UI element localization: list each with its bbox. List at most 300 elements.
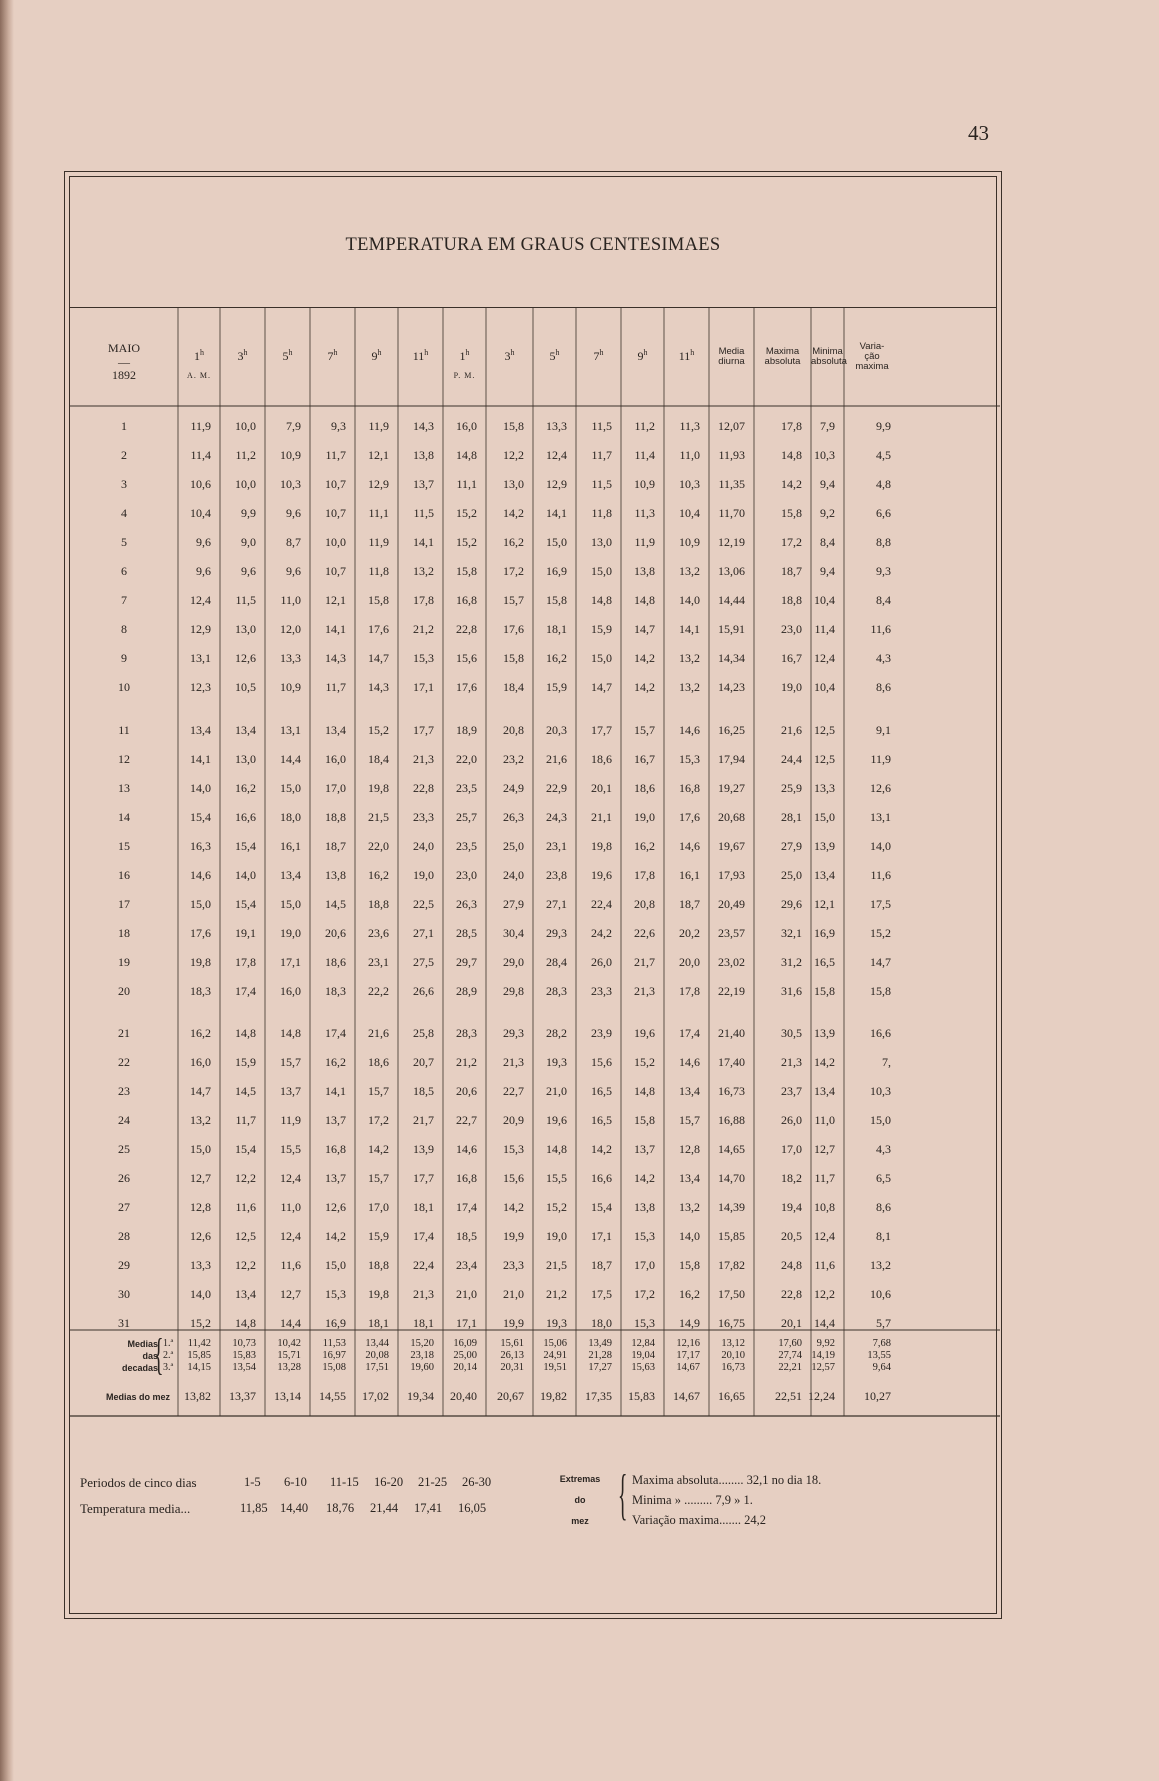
table-cell: 11,2 [634,419,655,433]
table-cell: 16,7 [634,751,655,766]
table-cell: 21,3 [781,1055,802,1069]
table-cell: 19,0 [546,1229,567,1243]
table-cell: 9,4 [820,477,835,491]
decade-cell: 17,27 [588,1362,612,1373]
table-cell: 16,6 [870,1026,891,1040]
table-cell: 16,0 [190,1055,211,1069]
table-cell: 25,8 [413,1026,434,1040]
table-cell: 12,4 [280,1229,301,1243]
table-cell: 22,7 [503,1084,524,1098]
table-cell: 15,2 [634,1055,655,1069]
hour-mark: h [643,348,648,357]
table-cell: 17,8 [235,954,256,969]
period-mean-temperature: 14,40 [280,1501,309,1515]
table-cell: 14,0 [190,1287,211,1301]
table-cell: 15,2 [546,1200,567,1214]
table-cell: 9,3 [331,419,346,433]
table-cell: 23,9 [591,1026,612,1040]
table-cell: 16,1 [280,838,301,853]
table-cell: 10,6 [870,1287,891,1301]
day-number: 31 [118,1316,130,1330]
day-number: 9 [121,651,127,665]
month-mean-cell: 10,27 [864,1389,891,1403]
hour-mark: h [690,348,695,357]
extremes-brace: { [618,1464,628,1526]
table-cell: 19,27 [718,780,745,795]
table-cell: 26,3 [456,896,477,911]
table-cell: 10,9 [280,680,301,694]
table-cell: 19,4 [781,1200,802,1214]
decade-cell: 13,28 [277,1362,301,1373]
table-cell: 18,1 [413,1316,434,1330]
table-cell: 25,7 [456,809,477,824]
table-cell: 14,2 [503,506,524,520]
table-cell: 17,1 [413,680,434,694]
table-cell: 5,7 [876,1316,891,1330]
table-cell: 15,8 [503,651,524,665]
table-cell: 30,5 [781,1026,802,1040]
hour-mark: h [510,348,515,357]
table-cell: 12,9 [546,477,567,491]
table-cell: 17,2 [368,1113,389,1127]
table-cell: 17,6 [368,622,389,636]
table-cell: 18,6 [591,751,612,766]
table-cell: 14,8 [546,1142,567,1156]
table-cell: 23,1 [368,954,389,969]
month-mean-cell: 22,51 [775,1389,802,1403]
table-cell: 8,6 [876,680,891,694]
table-cell: 16,9 [325,1316,346,1330]
table-cell: 15,9 [546,680,567,694]
table-cell: 16,8 [456,1171,477,1185]
table-cell: 12,9 [190,622,211,636]
book-spine-shadow [0,0,14,1781]
table-cell: 16,8 [325,1142,346,1156]
table-cell: 15,6 [503,1171,524,1185]
table-cell: 14,6 [679,722,700,737]
table-cell: 8,8 [876,535,891,549]
table-cell: 20,2 [679,925,700,940]
table-cell: 16,2 [546,651,567,665]
hour-number: 11 [412,349,425,363]
day-number: 29 [118,1258,130,1272]
decade-cell: 20,08 [365,1350,389,1361]
table-cell: 24,2 [591,925,612,940]
table-cell: 12,7 [814,1142,835,1156]
table-cell: 12,1 [814,896,835,911]
table-cell: 11,9 [368,419,389,433]
table-cell: 22,7 [456,1113,477,1127]
table-cell: 16,9 [814,925,835,940]
table-cell: 28,3 [546,983,567,998]
table-cell: 13,2 [679,1200,700,1214]
decade-cell: 20,10 [721,1350,745,1361]
table-cell: 16,88 [718,1113,745,1127]
table-cell: 22,8 [781,1287,802,1301]
table-cell: 14,7 [368,651,389,665]
table-cell: 16,0 [280,983,301,998]
period-mean-temperature: 16,05 [458,1501,487,1515]
hour-period: A. M. [187,371,211,380]
table-cell: 17,94 [718,751,745,766]
day-number: 11 [118,722,130,737]
table-cell: 18,0 [591,1316,612,1330]
table-cell: 28,5 [456,925,477,940]
table-cell: 21,3 [413,1287,434,1301]
table-cell: 17,8 [781,419,802,433]
table-cell: 15,2 [456,535,477,549]
period-range: 26-30 [462,1475,492,1489]
day-number: 28 [118,1229,130,1243]
table-cell: 16,2 [368,867,389,882]
table-cell: 17,7 [413,1171,434,1185]
table-cell: 29,7 [456,954,477,969]
day-number: 14 [118,809,130,824]
table-cell: 17,0 [634,1258,655,1272]
header-hour-5 [355,347,398,362]
table-cell: 14,39 [718,1200,745,1214]
table-cell: 27,1 [413,925,434,940]
table-cell: 19,0 [413,867,434,882]
header-stat-line: Varia- [859,341,885,352]
table-cell: 10,0 [325,535,346,549]
table-cell: 7,9 [286,419,301,433]
header-dash: — [118,355,130,369]
table-cell: 27,1 [546,896,567,911]
table-cell: 18,6 [368,1055,389,1069]
table-cell: 15,0 [870,1113,891,1127]
table-cell: 11,7 [591,448,612,462]
table-cell: 18,4 [368,751,389,766]
month-mean-cell: 13,37 [229,1389,256,1403]
table-cell: 13,4 [814,1084,835,1098]
table-cell: 15,0 [591,651,612,665]
day-number: 4 [121,506,127,520]
table-cell: 15,3 [413,651,434,665]
day-number: 19 [118,954,130,969]
table-cell: 15,7 [280,1055,301,1069]
table-cell: 10,4 [814,593,835,607]
table-cell: 15,0 [814,809,835,824]
hour-number: 9 [637,349,644,363]
table-cell: 17,8 [679,983,700,998]
header-hour-3 [265,347,310,362]
table-cell: 13,0 [235,751,256,766]
day-number: 25 [118,1142,130,1156]
decade-cell: 22,21 [778,1362,802,1373]
table-cell: 15,4 [235,1142,256,1156]
table-cell: 8,4 [820,535,835,549]
decade-cell: 20,31 [500,1362,524,1373]
table-cell: 7, [882,1055,891,1069]
table-cell: 15,3 [634,1229,655,1243]
hour-number: 11 [678,349,691,363]
table-cell: 11,2 [235,448,256,462]
table-cell: 14,2 [368,1142,389,1156]
month-mean-cell: 19,34 [407,1389,434,1403]
header-hour-2 [220,347,265,362]
day-number: 2 [121,448,127,462]
table-cell: 7,9 [820,419,835,433]
table-cell: 21,6 [368,1026,389,1040]
table-cell: 15,2 [368,722,389,737]
table-cell: 20,6 [456,1084,477,1098]
table-cell: 12,0 [280,622,301,636]
day-number: 23 [118,1084,130,1098]
table-cell: 12,5 [814,722,835,737]
table-cell: 12,8 [679,1142,700,1156]
table-cell: 10,3 [870,1084,891,1098]
table-cell: 19,8 [368,1287,389,1301]
table-cell: 17,8 [634,867,655,882]
table-cell: 16,5 [591,1084,612,1098]
decade-cell: 21,28 [588,1350,612,1361]
table-cell: 11,9 [280,1113,301,1127]
table-cell: 13,7 [325,1113,346,1127]
table-cell: 15,85 [718,1229,745,1243]
table-cell: 14,0 [190,780,211,795]
table-cell: 26,0 [591,954,612,969]
decade-label-2: das [142,1351,158,1361]
header-month: MAIO [108,341,140,355]
table-cell: 15,2 [456,506,477,520]
hour-mark: h [555,348,560,357]
table-cell: 22,19 [718,983,745,998]
hour-number: 7 [593,349,600,363]
table-cell: 11,0 [280,1200,301,1214]
table-cell: 11,8 [591,506,612,520]
table-inner-frame [69,176,997,1614]
table-cell: 25,0 [503,838,524,853]
day-number: 30 [118,1287,130,1301]
table-cell: 24,9 [503,780,524,795]
table-cell: 15,5 [280,1142,301,1156]
table-cell: 20,1 [781,1316,802,1330]
month-mean-cell: 20,40 [450,1389,477,1403]
table-cell: 15,4 [235,896,256,911]
month-mean-cell: 13,82 [184,1389,211,1403]
table-cell: 10,8 [814,1200,835,1214]
table-cell: 14,2 [781,477,802,491]
table-cell: 20,7 [413,1055,434,1069]
table-cell: 11,4 [190,448,211,462]
table-cell: 9,1 [876,722,891,737]
decade-cell: 16,73 [721,1362,745,1373]
table-cell: 14,2 [591,1142,612,1156]
table-cell: 17,6 [503,622,524,636]
decade-cell: 26,13 [500,1350,524,1361]
table-cell: 14,7 [190,1084,211,1098]
table-cell: 13,8 [634,1200,655,1214]
period-range: 1-5 [244,1475,261,1489]
table-cell: 23,3 [413,809,434,824]
table-cell: 14,8 [634,593,655,607]
decade-cell: 16,97 [322,1350,346,1361]
table-cell: 19,0 [781,680,802,694]
table-cell: 10,3 [280,477,301,491]
extreme-min-line: Minima » ......... 7,9 » 1. [632,1493,753,1507]
table-cell: 16,0 [456,419,477,433]
table-cell: 17,5 [591,1287,612,1301]
extreme-max-line: Maxima absoluta........ 32,1 no dia 18. [632,1473,822,1487]
table-cell: 9,3 [876,564,891,578]
table-cell: 15,7 [368,1171,389,1185]
table-cell: 11,3 [634,506,655,520]
table-cell: 32,1 [781,925,802,940]
table-cell: 22,0 [456,751,477,766]
table-cell: 23,0 [781,622,802,636]
table-cell: 17,7 [413,722,434,737]
decade-cell: 9,92 [816,1338,835,1349]
table-cell: 22,5 [413,896,434,911]
table-cell: 18,7 [781,564,802,578]
table-cell: 4,5 [876,448,891,462]
table-cell: 11,7 [325,680,346,694]
decade-ordinal: 2.ª [163,1350,174,1361]
decade-cell: 15,61 [500,1338,524,1349]
table-cell: 13,2 [190,1113,211,1127]
table-cell: 29,0 [503,954,524,969]
table-cell: 17,1 [456,1316,477,1330]
table-cell: 14,0 [679,593,700,607]
table-cell: 15,4 [190,809,211,824]
table-cell: 9,9 [876,419,891,433]
table-cell: 14,2 [634,680,655,694]
table-cell: 17,50 [718,1287,745,1301]
table-cell: 14,4 [280,1316,301,1330]
table-cell: 15,3 [679,751,700,766]
table-cell: 19,8 [368,780,389,795]
table-cell: 19,3 [546,1316,567,1330]
table-cell: 16,8 [679,780,700,795]
decade-cell: 19,60 [410,1362,434,1373]
table-cell: 19,9 [503,1316,524,1330]
decade-cell: 17,17 [676,1350,700,1361]
table-frame [64,171,1002,1619]
table-cell: 9,6 [196,535,211,549]
decade-cell: 15,63 [631,1362,655,1373]
header-stat-line: Minima [812,346,843,357]
table-cell: 18,9 [456,722,477,737]
table-cell: 10,3 [679,477,700,491]
table-cell: 15,3 [503,1142,524,1156]
table-cell: 13,4 [679,1171,700,1185]
day-number: 22 [118,1055,130,1069]
table-cell: 6,6 [876,506,891,520]
month-mean-cell: 13,14 [274,1389,301,1403]
header-stat-line: absoluta [764,356,801,367]
table-cell: 10,3 [814,448,835,462]
decade-cell: 12,57 [811,1362,835,1373]
table-cell: 10,9 [679,535,700,549]
table-cell: 24,4 [781,751,802,766]
table-cell: 13,3 [546,419,567,433]
table-cell: 16,3 [190,838,211,853]
table-cell: 13,9 [814,838,835,853]
table-cell: 21,2 [413,622,434,636]
period-mean-temperature: 21,44 [370,1501,399,1515]
table-cell: 14,70 [718,1171,745,1185]
table-cell: 9,6 [286,564,301,578]
table-cell: 4,3 [876,651,891,665]
decade-cell: 13,54 [232,1362,256,1373]
table-cell: 14,7 [634,622,655,636]
table-cell: 13,4 [679,1084,700,1098]
table-cell: 12,6 [190,1229,211,1243]
day-number: 1 [121,419,127,433]
table-cell: 28,1 [781,809,802,824]
table-cell: 14,0 [679,1229,700,1243]
table-cell: 22,0 [368,838,389,853]
table-cell: 8,4 [876,593,891,607]
table-cell: 16,6 [235,809,256,824]
table-cell: 17,4 [679,1026,700,1040]
table-cell: 13,4 [235,1287,256,1301]
extreme-variation-line: Variação maxima....... 24,2 [632,1513,766,1527]
table-cell: 21,5 [368,809,389,824]
table-cell: 9,0 [241,535,256,549]
table-cell: 13,2 [679,651,700,665]
table-cell: 11,5 [591,477,612,491]
table-cell: 16,9 [546,564,567,578]
decade-cell: 13,55 [867,1350,891,1361]
table-cell: 13,06 [718,564,745,578]
table-cell: 23,3 [591,983,612,998]
table-cell: 20,6 [325,925,346,940]
table-cell: 13,3 [190,1258,211,1272]
table-cell: 15,3 [634,1316,655,1330]
table-cell: 12,4 [280,1171,301,1185]
day-number: 6 [121,564,127,578]
table-cell: 11,8 [368,564,389,578]
decade-cell: 15,83 [232,1350,256,1361]
table-cell: 15,9 [235,1055,256,1069]
table-cell: 21,0 [503,1287,524,1301]
table-cell: 24,8 [781,1258,802,1272]
table-cell: 19,6 [546,1113,567,1127]
table-cell: 18,7 [591,1258,612,1272]
table-cell: 12,8 [190,1200,211,1214]
table-cell: 18,8 [368,896,389,911]
hour-mark: h [377,348,382,357]
day-number: 8 [121,622,127,636]
header-hour-1 [178,347,220,382]
header-hour-8 [486,347,533,362]
table-cell: 29,6 [781,896,802,911]
table-cell: 10,5 [235,680,256,694]
table-cell: 12,4 [190,593,211,607]
table-cell: 14,2 [325,1229,346,1243]
table-cell: 26,0 [781,1113,802,1127]
period-range: 6-10 [284,1475,307,1489]
table-cell: 17,2 [503,564,524,578]
table-cell: 4,3 [876,1142,891,1156]
table-cell: 28,3 [456,1026,477,1040]
table-cell: 19,0 [634,809,655,824]
table-cell: 18,5 [456,1229,477,1243]
hour-mark: h [200,348,204,357]
table-cell: 20,68 [718,809,745,824]
table-cell: 24,0 [503,867,524,882]
table-cell: 12,07 [718,419,745,433]
table-cell: 18,6 [634,780,655,795]
table-cell: 14,2 [814,1055,835,1069]
table-cell: 18,1 [413,1200,434,1214]
table-cell: 15,4 [591,1200,612,1214]
table-cell: 30,4 [503,925,524,940]
table-cell: 16,5 [814,954,835,969]
table-cell: 9,2 [820,506,835,520]
